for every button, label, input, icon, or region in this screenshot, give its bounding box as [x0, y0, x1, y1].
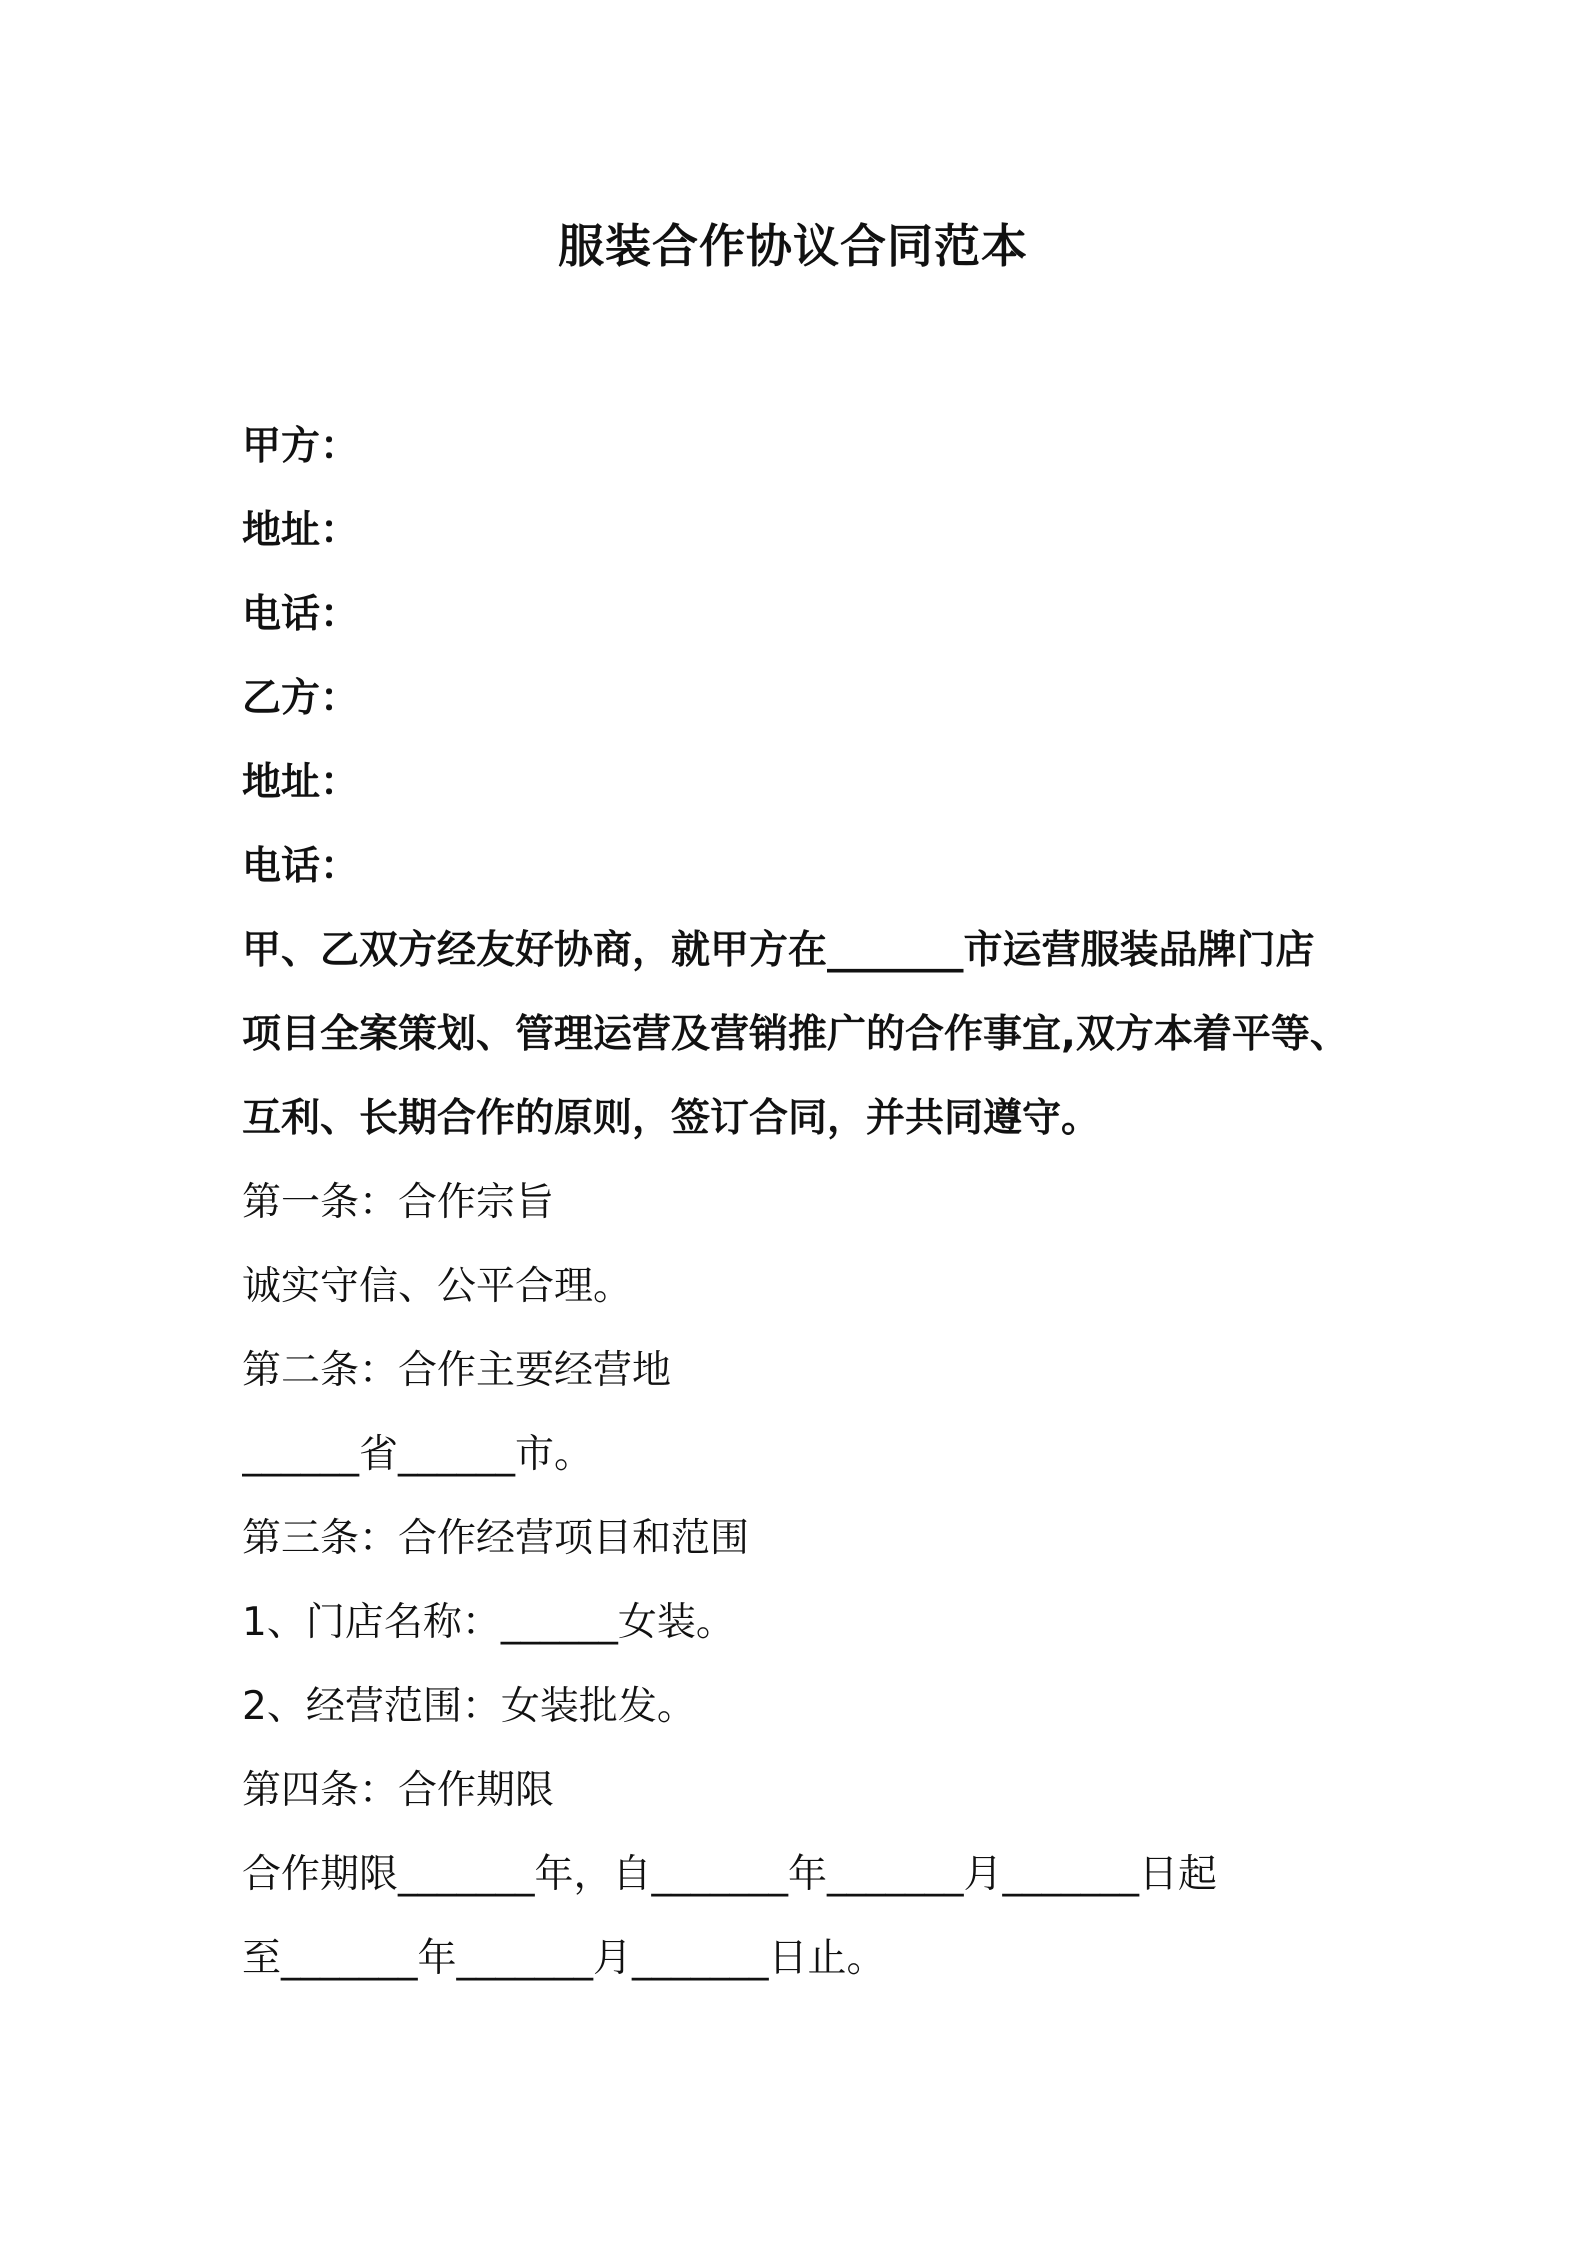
party-a-phone-label: 电话： [242, 592, 360, 637]
party-b-label: 乙方： [242, 676, 360, 721]
article-1-body: 诚实守信、公平合理。 [242, 1264, 633, 1309]
party-a-label: 甲方： [242, 424, 360, 469]
article-3-item-2: 2、经营范围：女装批发。 [242, 1684, 696, 1729]
document-body [242, 405, 1352, 2001]
article-3-heading: 第三条：合作经营项目和范围 [242, 1516, 750, 1561]
article-4-body-line-1: 合作期限_______年，自_______年_______月_______日起 [242, 1852, 1218, 1897]
preamble-line-3: 互利、长期合作的原则，签订合同，并共同遵守。 [242, 1096, 1101, 1141]
article-3-item-1: 1、门店名称：______女装。 [242, 1600, 735, 1645]
article-4-body-line-2: 至_______年_______月_______日止。 [242, 1936, 886, 1981]
article-2-heading: 第二条：合作主要经营地 [242, 1348, 672, 1393]
party-a-address-label: 地址： [242, 508, 360, 553]
article-2-body: ______省______市。 [242, 1432, 594, 1477]
article-1-heading: 第一条：合作宗旨 [242, 1180, 555, 1225]
preamble-line-1: 甲、乙双方经友好协商，就甲方在_______市运营服装品牌门店 [242, 928, 1315, 973]
party-b-address-label: 地址： [242, 760, 360, 805]
party-b-phone-label: 电话： [242, 844, 360, 889]
preamble-line-2: 项目全案策划、管理运营及营销推广的合作事宜,双方本着平等、 [242, 1012, 1349, 1057]
article-4-heading: 第四条：合作期限 [242, 1768, 555, 1813]
document-title: 服装合作协议合同范本 [558, 219, 1028, 273]
